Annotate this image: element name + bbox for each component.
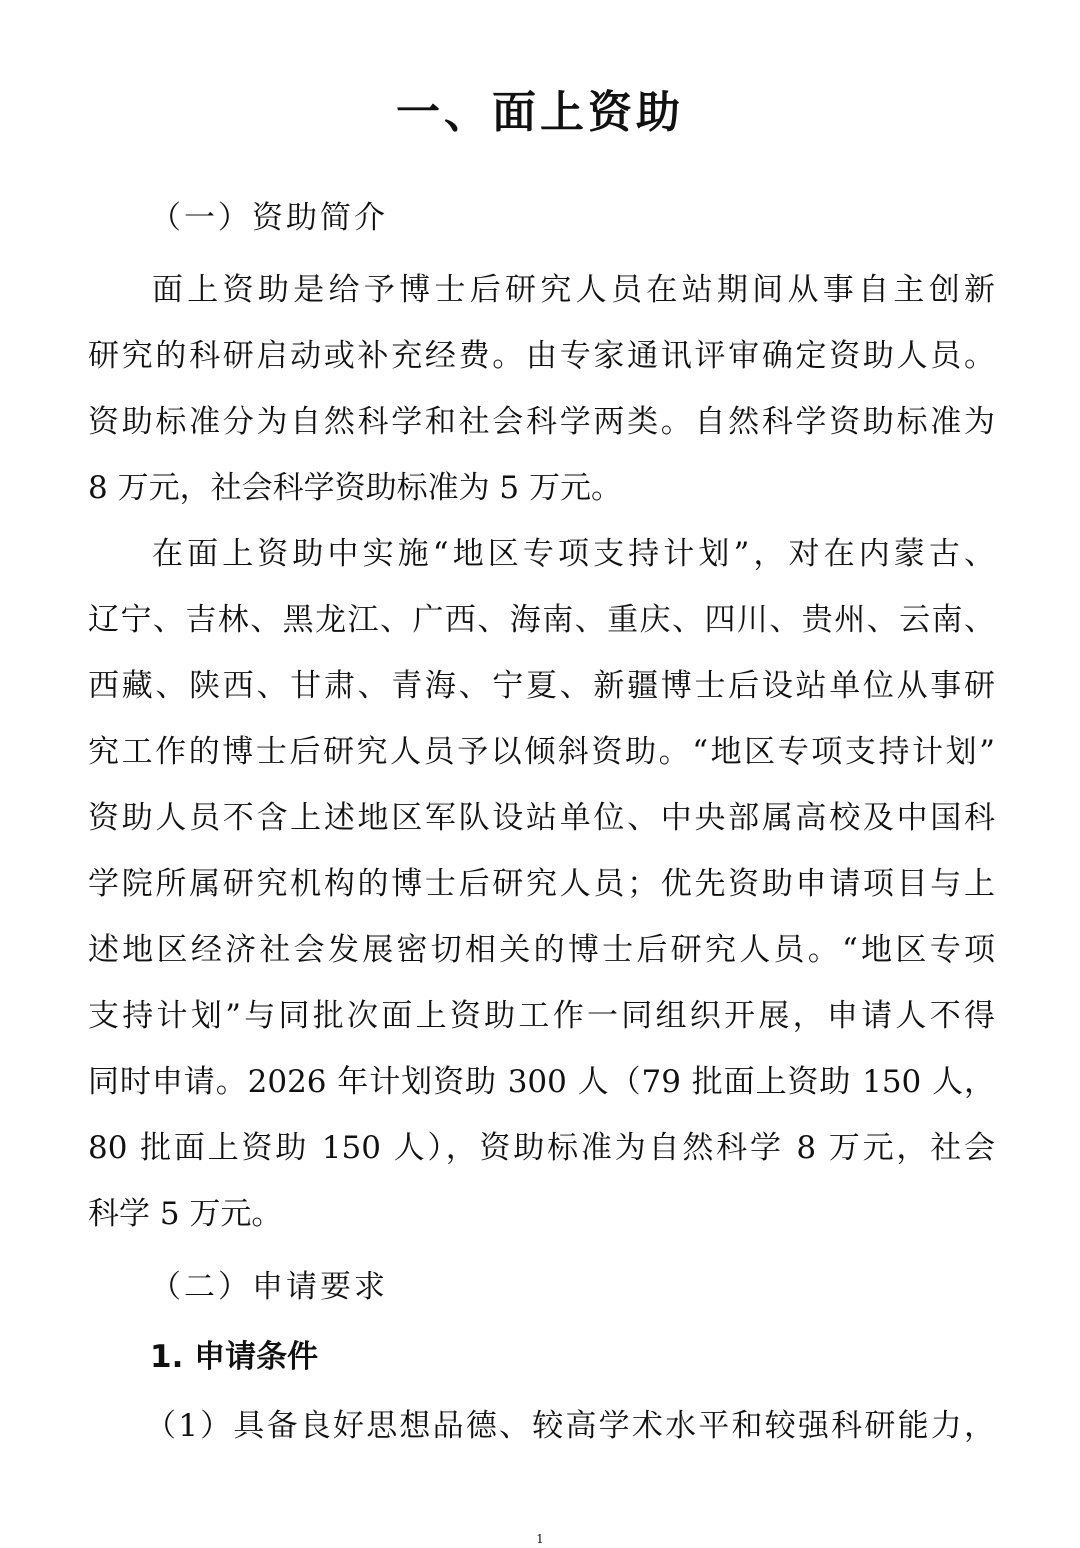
paragraph-line: 辽宁、吉林、黑龙江、广西、海南、重庆、四川、贵州、云南、 — [88, 602, 995, 638]
paragraph-line: 资助人员不含上述地区军队设站单位、中央部属高校及中国科 — [88, 800, 995, 836]
paragraph-line: 面上资助是给予博士后研究人员在站期间从事自主创新 — [152, 272, 995, 308]
subheading-conditions: 1. 申请条件 — [150, 1339, 319, 1375]
paragraph-line: 在面上资助中实施“地区专项支持计划”，对在内蒙古、 — [152, 536, 995, 572]
paragraph-line: 同时申请。2026 年计划资助 300 人（79 批面上资助 150 人， — [88, 1064, 995, 1100]
paragraph-line: （1）具备良好思想品德、较高学术水平和较强科研能力， — [145, 1408, 995, 1444]
paragraph-line: 资助标准分为自然科学和社会科学两类。自然科学资助标准为 — [88, 404, 995, 440]
paragraph-line: 科学 5 万元。 — [88, 1196, 283, 1232]
section-heading-intro: （一）资助简介 — [150, 200, 388, 236]
page-number: 1 — [536, 1532, 544, 1546]
paragraph-line: 究工作的博士后研究人员予以倾斜资助。“地区专项支持计划” — [88, 734, 995, 770]
paragraph-line: 支持计划”与同批次面上资助工作一同组织开展，申请人不得 — [88, 998, 995, 1034]
section-heading-requirements: （二）申请要求 — [150, 1269, 388, 1305]
paragraph-line: 述地区经济社会发展密切相关的博士后研究人员。“地区专项 — [88, 932, 995, 968]
paragraph-line: 西藏、陕西、甘肃、青海、宁夏、新疆博士后设站单位从事研 — [88, 668, 995, 704]
paragraph-line: 80 批面上资助 150 人），资助标准为自然科学 8 万元，社会 — [88, 1130, 995, 1166]
page-title: 一、面上资助 — [396, 87, 684, 138]
paragraph-line: 学院所属研究机构的博士后研究人员；优先资助申请项目与上 — [88, 866, 995, 902]
paragraph-line: 研究的科研启动或补充经费。由专家通讯评审确定资助人员。 — [88, 338, 995, 374]
paragraph-line: 8 万元，社会科学资助标准为 5 万元。 — [88, 470, 623, 506]
